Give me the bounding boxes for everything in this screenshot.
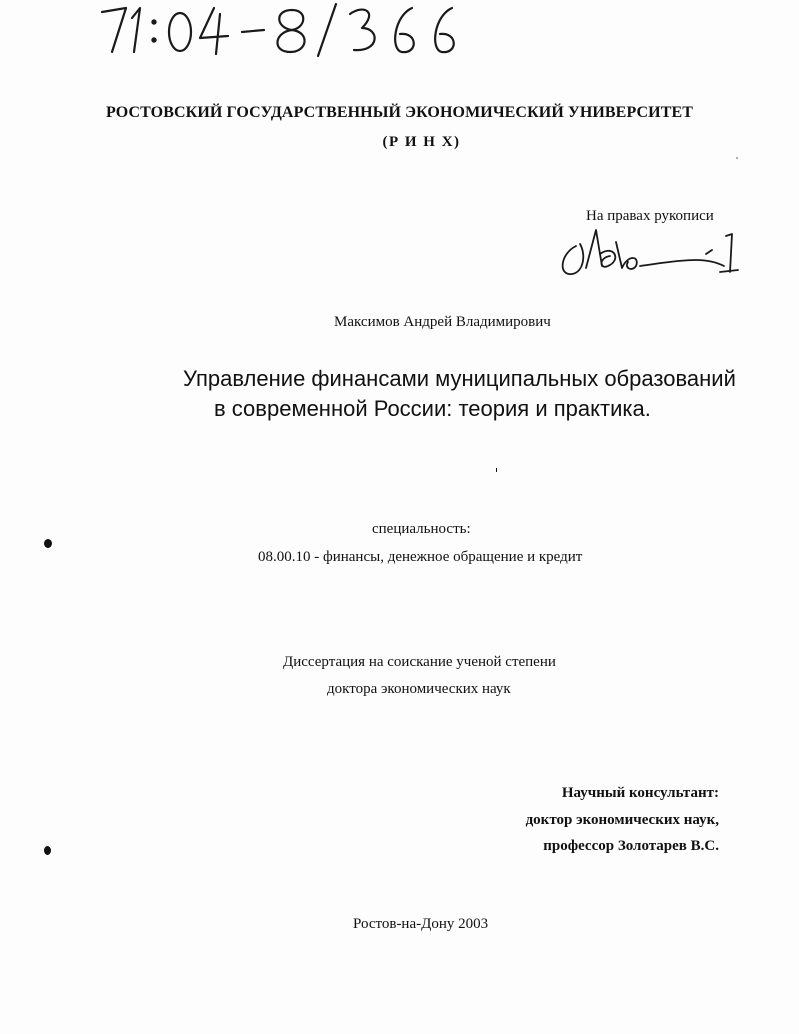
specialty-label: специальность: xyxy=(372,521,471,537)
scan-speck xyxy=(44,846,51,855)
scan-speck xyxy=(496,468,497,472)
scan-speck xyxy=(736,157,738,159)
scan-speck xyxy=(44,539,52,548)
signature xyxy=(556,224,742,280)
degree-statement-line-2: доктора экономических наук xyxy=(327,681,511,697)
manuscript-rights-label: На правах рукописи xyxy=(586,208,714,224)
university-name: РОСТОВСКИЙ ГОСУДАРСТВЕННЫЙ ЭКОНОМИЧЕСКИЙ УНИВЕРСИТЕТ xyxy=(105,104,694,121)
author-name: Максимов Андрей Владимирович xyxy=(334,314,551,330)
specialty-code: 08.00.10 - финансы, денежное обращение и кредит xyxy=(258,549,583,565)
dissertation-title-line-1: Управление финансами муниципальных образований xyxy=(183,366,736,391)
degree-statement-line-1: Диссертация на соискание ученой степени xyxy=(283,654,556,670)
university-abbreviation: (Р И Н Х) xyxy=(382,134,461,150)
place-and-year: Ростов-на-Дону 2003 xyxy=(353,916,489,932)
dissertation-title-line-2: в современной России: теория и практика. xyxy=(214,396,651,421)
consultant-label: Научный консультант: xyxy=(561,785,719,801)
consultant-degree: доктор экономических наук, xyxy=(525,812,719,828)
handwritten-archive-number xyxy=(96,0,486,60)
consultant-name: профессор Золотарев В.С. xyxy=(543,838,719,854)
